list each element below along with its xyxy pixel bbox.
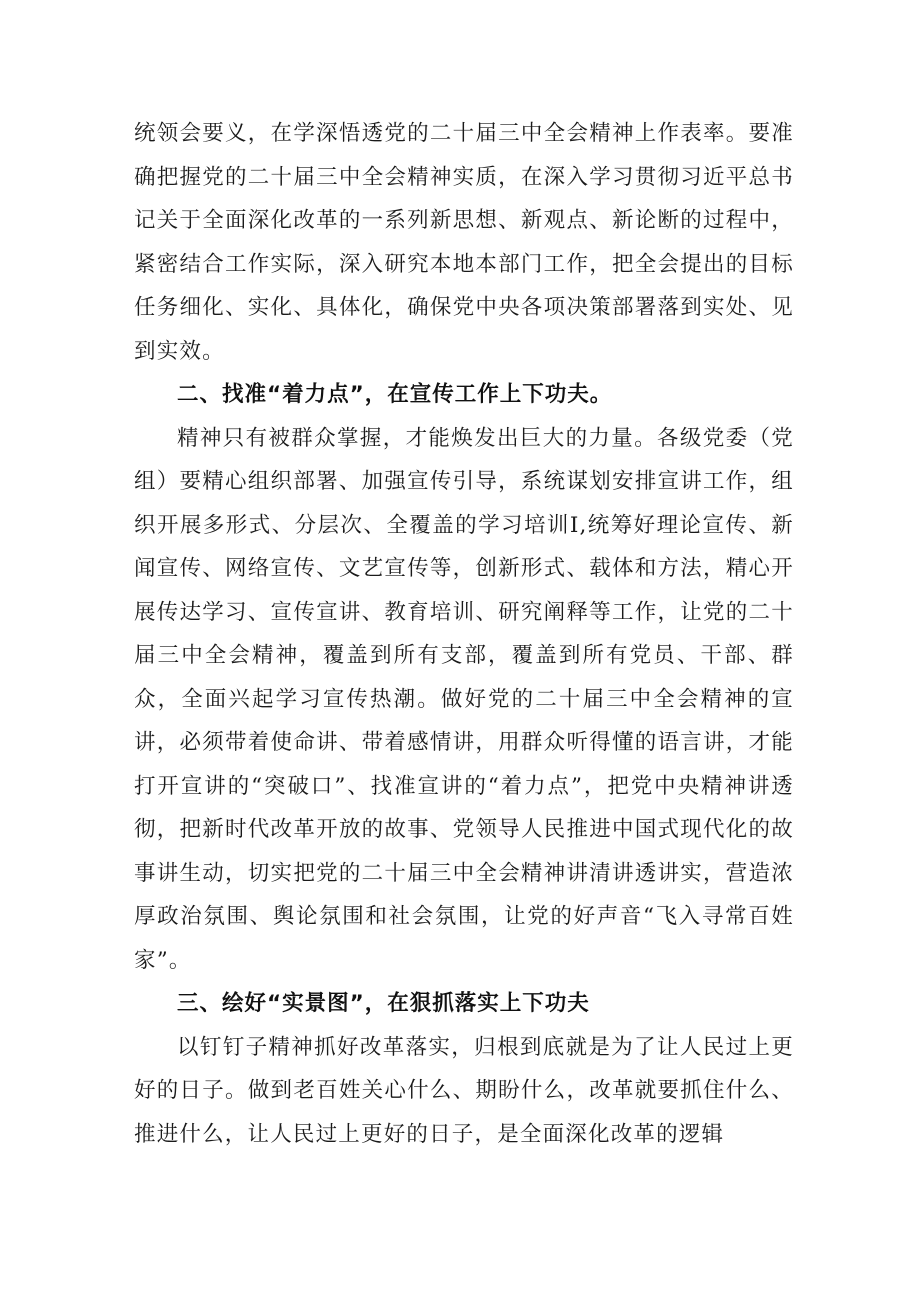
paragraph-implementation: 以钉钉子精神抓好改革落实，归根到底就是为了让人民过上更好的日子。做到老百姓关心什么、期盼什么，改革就要抓住什么、推进什么，让人民过上更好的日子，是全面深化改革的逻辑 <box>134 1034 794 1147</box>
paragraph-continuation: 统领会要义，在学深悟透党的二十届三中全会精神上作表率。要准确把握党的二十届三中全会精神实质，在深入学习贯彻习近平总书记关于全面深化改革的一系列新思想、新观点、新论断的过程中，紧密结合工作实际，深入研究本地本部门工作，把全会提出的目标任务细化、实化、具体化，确保党中央各项决策部署落到实处、见到实效。 <box>134 121 794 364</box>
section-heading-2: 二、找准“着力点”，在宣传工作上下功夫。 <box>177 382 613 407</box>
section-heading-3: 三、绘好“实景图”，在狠抓落实上下功夫 <box>177 991 590 1016</box>
paragraph-propaganda: 精神只有被群众掌握，才能焕发出巨大的力量。各级党委（党组）要精心组织部署、加强宣传引导，系统谋划安排宣讲工作，组织开展多形式、分层次、全覆盖的学习培训I,统筹好理论宣传、新闻宣传、网络宣传、文艺宣传等，创新形式、载体和方法，精心开展传达学习、宣传宣讲、教育培训、研究阐释等工作，让党的二十届三中全会精神，覆盖到所有支部，覆盖到所有党员、干部、群众，全面兴起学习宣传热潮。做好党的二十届三中全会精神的宣讲，必须带着使命讲、带着感情讲，用群众听得懂的语言讲，才能打开宣讲的“突破口”、找准宣讲的“着力点”，把党中央精神讲透彻，把新时代改革开放的故事、党领导人民推进中国式现代化的故事讲生动，切实把党的二十届三中全会精神讲清讲透讲实，营造浓厚政治氛围、舆论氛围和社会氛围，让党的好声音“飞入寻常百姓家”。 <box>134 425 794 973</box>
document-body <box>134 112 794 1156</box>
